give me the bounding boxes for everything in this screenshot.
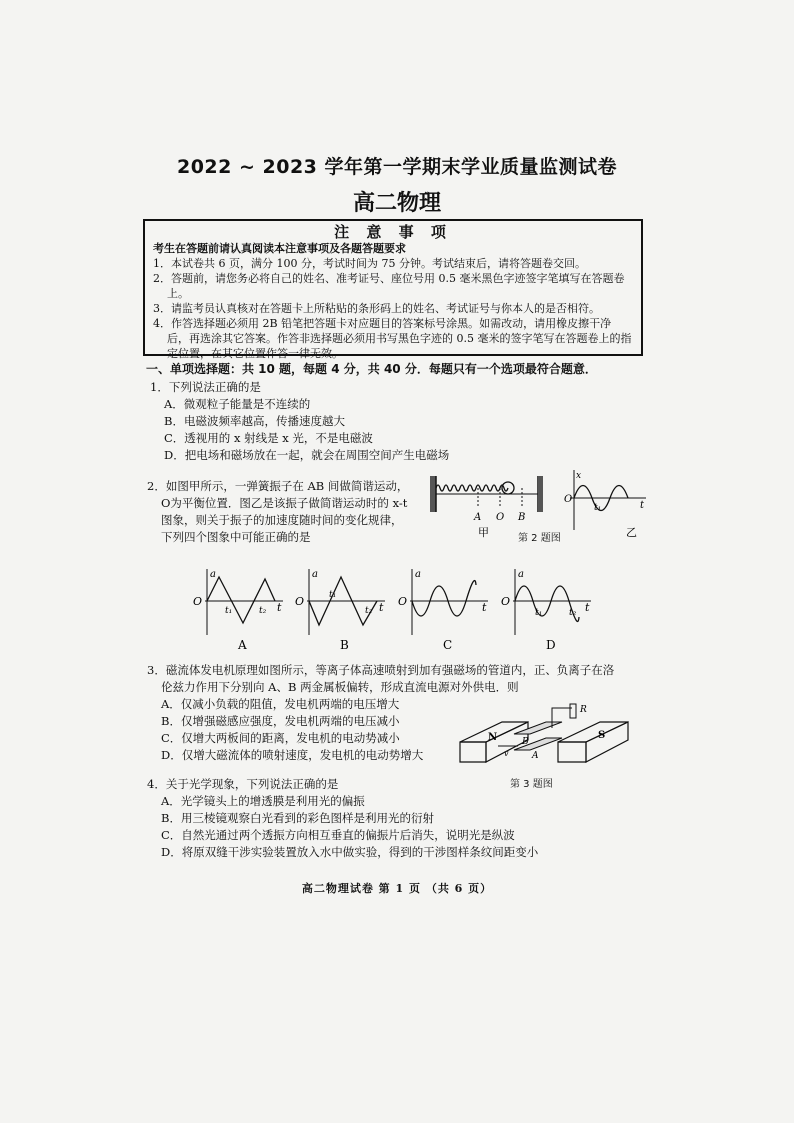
option-a: A．仅减小负载的阻值，发电机两端的电压增大: [161, 697, 400, 711]
svg-text:a: a: [210, 569, 216, 580]
figure-2-caption: 第 2 题图: [518, 533, 561, 544]
svg-text:a: a: [518, 569, 524, 580]
option-c: C．仅增大两板间的距离，发电机的电动势减小: [161, 731, 400, 745]
svg-text:t₁: t₁: [329, 590, 337, 600]
velocity-label: v: [504, 749, 509, 758]
spring: [436, 485, 508, 491]
svg-text:t₂: t₂: [569, 608, 577, 618]
choice-graph-c: [398, 569, 488, 652]
north-pole-label: N: [488, 732, 498, 743]
svg-text:O: O: [295, 595, 305, 608]
notice-item: 2．答题前，请您务必将自己的姓名、准考证号、座位号用 0.5 毫米黑色字迹签字笔填写在答题卷上。: [153, 272, 625, 300]
choice-graph-b: [295, 569, 385, 652]
question-4: [147, 776, 647, 861]
svg-text:a: a: [312, 569, 318, 580]
svg-text:O: O: [398, 595, 408, 608]
x-axis-label: x: [576, 471, 582, 481]
a-t-choice-graphs: [183, 565, 603, 655]
option-a: A．光学镜头上的增透膜是利用光的偏振: [161, 794, 365, 808]
notice-box: [143, 219, 643, 360]
option-b: B．用三棱镜观察白光看到的彩色图样是利用光的衍射: [161, 811, 434, 825]
figure-jia-label: 甲: [478, 526, 489, 539]
option-c: C．自然光通过两个透振方向相互垂直的偏振片后消失，说明光是纵波: [161, 828, 515, 842]
question-2: [147, 478, 467, 546]
exam-title: 2022 ~ 2023 学年第一学期末学业质量监测试卷: [176, 156, 618, 178]
question-stem-line: 图象，则关于振子的加速度随时间的变化规律，: [161, 513, 403, 527]
svg-text:t₁: t₁: [225, 606, 233, 616]
svg-text:t₁: t₁: [535, 608, 543, 618]
question-stem-line: 3．磁流体发电机原理如图所示，等离子体高速喷射到加有强磁场的管道内，正、负离子在洛: [147, 663, 615, 677]
option-b: B．仅增强磁感应强度，发电机两端的电压减小: [161, 714, 400, 728]
section-heading: 一、单项选择题：共 10 题，每题 4 分，共 40 分．每题只有一个选项最符合题意．: [146, 362, 597, 376]
option-d: D．把电场和磁场放在一起，就会在周围空间产生电磁场: [164, 448, 450, 462]
south-pole-label: S: [598, 730, 606, 741]
choice-a-label: A: [238, 638, 247, 652]
origin-label: O: [564, 494, 573, 505]
notice-lead: 考生在答题前请认真阅读本注意事项及各题答题要求: [153, 242, 406, 255]
choice-graph-d: [501, 569, 591, 652]
question-stem-line: O为平衡位置．图乙是该振子做简谐运动时的 x-t: [161, 496, 408, 510]
point-a-label: A: [474, 512, 482, 523]
point-b-label: B: [518, 512, 526, 523]
question-stem: 4．关于光学现象，下列说法正确的是: [147, 777, 339, 791]
svg-text:t₂: t₂: [259, 606, 267, 616]
notice-item: 3．请监考员认真核对在答题卡上所粘贴的条形码上的姓名、考试证号与你本人的是否相符。: [153, 302, 600, 315]
figure-yi-label: 乙: [626, 526, 637, 539]
svg-text:a: a: [415, 569, 421, 580]
option-a: A．微观粒子能量是不连续的: [164, 397, 311, 411]
exam-subject: 高二物理: [352, 191, 441, 216]
plate-b-label: B: [522, 737, 529, 747]
svg-text:t: t: [585, 601, 590, 614]
option-b: B．电磁波频率越高，传播速度越大: [164, 414, 345, 428]
option-c: C．透视用的 x 射线是 x 光，不是电磁波: [164, 431, 373, 445]
question-stem-line: 2．如图甲所示，一弹簧振子在 AB 间做简谐运动，: [147, 479, 409, 493]
plate-a-label: A: [532, 751, 539, 761]
t1-label: t₁: [594, 503, 602, 513]
resistor-label: R: [580, 705, 587, 715]
choice-c-label: C: [443, 638, 453, 652]
svg-text:t: t: [379, 601, 384, 614]
option-d: D．仅增大磁流体的喷射速度，发电机的电动势增大: [161, 748, 424, 762]
option-d: D．将原双缝干涉实验装置放入水中做实验，得到的干涉图样条纹间距变小: [161, 845, 539, 859]
notice-item: 4．作答选择题必须用 2B 铅笔把答题卡对应题目的答案标号涂黑。如需改动，请用橡皮擦干净后，再选涂其它答案。作答非选择题必须用书写黑色字迹的 0.5 毫米的签字笔写在答题卷上的指定位置，在其它位置作答一律无效。: [153, 317, 632, 360]
choice-d-label: D: [546, 638, 556, 652]
choice-b-label: B: [340, 638, 349, 652]
figure-3-caption: 第 3 题图: [510, 779, 553, 790]
svg-text:O: O: [193, 595, 203, 608]
x-t-graph: [560, 468, 650, 540]
question-stem-line: 伦兹力作用下分别向 A、B 两金属板偏转，形成直流电源对外供电．则: [161, 680, 519, 694]
point-o-label: O: [496, 512, 505, 523]
notice-item: 1．本试卷共 6 页，满分 100 分，考试时间为 75 分钟。考试结束后，请将答题卷交回。: [153, 257, 586, 270]
svg-text:O: O: [501, 595, 511, 608]
notice-title: 注 意 事 项: [334, 223, 452, 241]
choice-graph-a: [193, 569, 283, 652]
wall-left: [430, 476, 436, 512]
question-stem: 1．下列说法正确的是: [150, 380, 261, 394]
svg-text:t: t: [482, 601, 487, 614]
mhd-generator-figure: [452, 700, 632, 772]
svg-text:t₂: t₂: [365, 606, 373, 616]
svg-text:t: t: [277, 601, 282, 614]
t-axis-label: t: [640, 500, 645, 511]
question-1: [150, 379, 620, 464]
page-footer: 高二物理试卷 第 1 页 （共 6 页）: [301, 882, 493, 895]
question-stem-line: 下列四个图象中可能正确的是: [161, 530, 311, 544]
